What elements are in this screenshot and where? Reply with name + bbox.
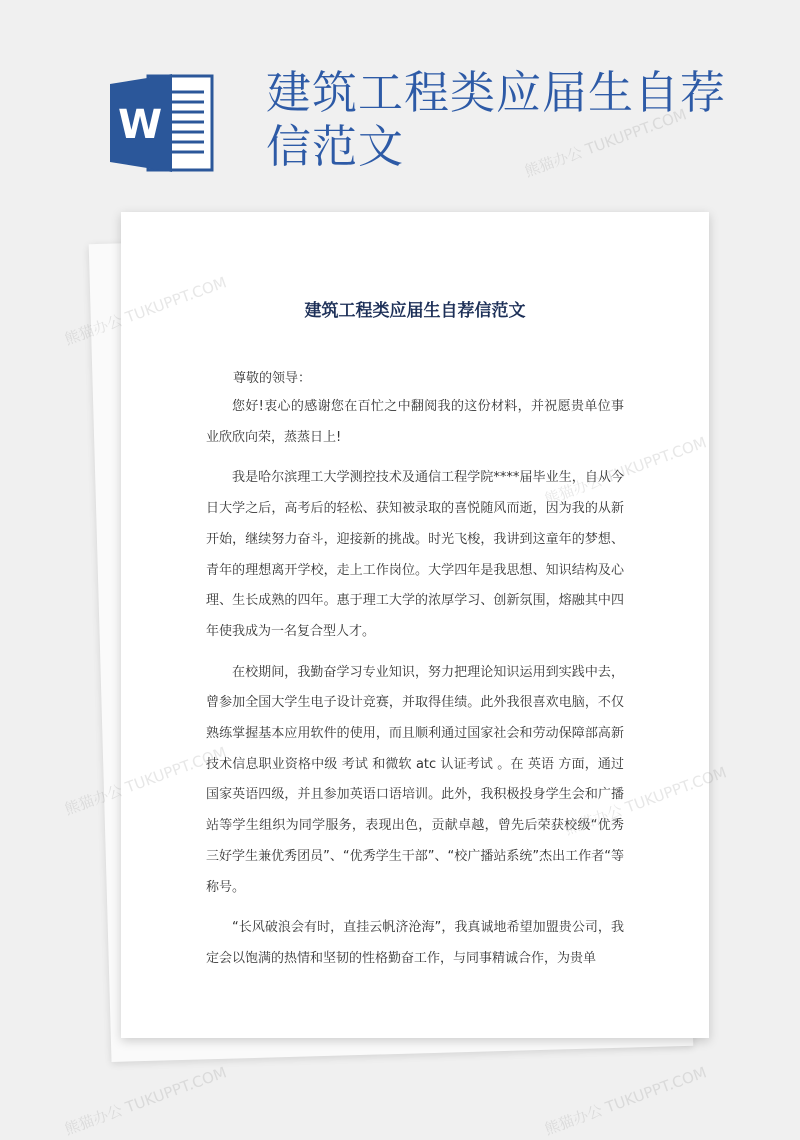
header-title: 建筑工程类应届生自荐信范文 xyxy=(266,66,727,173)
watermark: 熊猫办公 TUKUPPT.COM xyxy=(62,1063,229,1139)
watermark: 熊猫办公 TUKUPPT.COM xyxy=(522,105,689,181)
paragraph: 我是哈尔滨理工大学测控技术及通信工程学院****届毕业生，自从今日大学之后，高考后的轻松、获知被录取的喜悦随风而逝，因为我的从新开始，继续努力奋斗，迎接新的挑战。时光飞梭，我讲到这童年的梦想、青年的理想离开学校，走上工作岗位。大学四年是我思想、知识结构及心理、生长成熟的四年。惠于理工大学的浓厚学习、创新氛围，熔融其中四年使我成为一名复合型人才。 xyxy=(206,470,624,639)
document-title: 建筑工程类应届生自荐信范文 xyxy=(304,301,526,321)
watermark: 熊猫办公 xyxy=(62,781,125,819)
paragraph: “长风破浪会有时，直挂云帆济沧海”，我真诚地希望加盟贵公司，我定会以饱满的热情和坚韧的性格勤奋工作，与同事精诚合作，为贵单 xyxy=(206,920,624,966)
word-icon-letter: W xyxy=(117,102,163,148)
paragraph: 在校期间，我勤奋学习专业知识，努力把理论知识运用到实践中去，曾参加全国大学生电子设计竞赛，并取得佳绩。此外我很喜欢电脑，不仅熟练掌握基本应用软件的使用，而且顺利通过国家社会和劳动保障部高新技术信息职业资格中级 考试 和微软 atc 认证考试 。在 英语 方面，通过国家英语四级，并且参加英语口语培训。此外，我积极投身学生会和广播站等学生组织为同学服务，表现出色，贡献卓越，曾先后荣获校级“优秀三好学生兼优秀团员”、“优秀学生干部”、“校广播站系统”杰出工作者“等称号。 xyxy=(206,664,624,895)
document-body xyxy=(206,392,624,985)
document-page xyxy=(121,212,709,1038)
header xyxy=(0,0,800,200)
word-document-icon xyxy=(110,74,214,172)
watermark: 熊猫办公 TUKUPPT.COM xyxy=(542,1063,709,1139)
paragraph: 您好!衷心的感谢您在百忙之中翻阅我的这份材料，并祝愿贵单位事业欣欣向荣，蒸蒸日上! xyxy=(206,399,624,445)
salutation: 尊敬的领导： xyxy=(233,371,312,386)
